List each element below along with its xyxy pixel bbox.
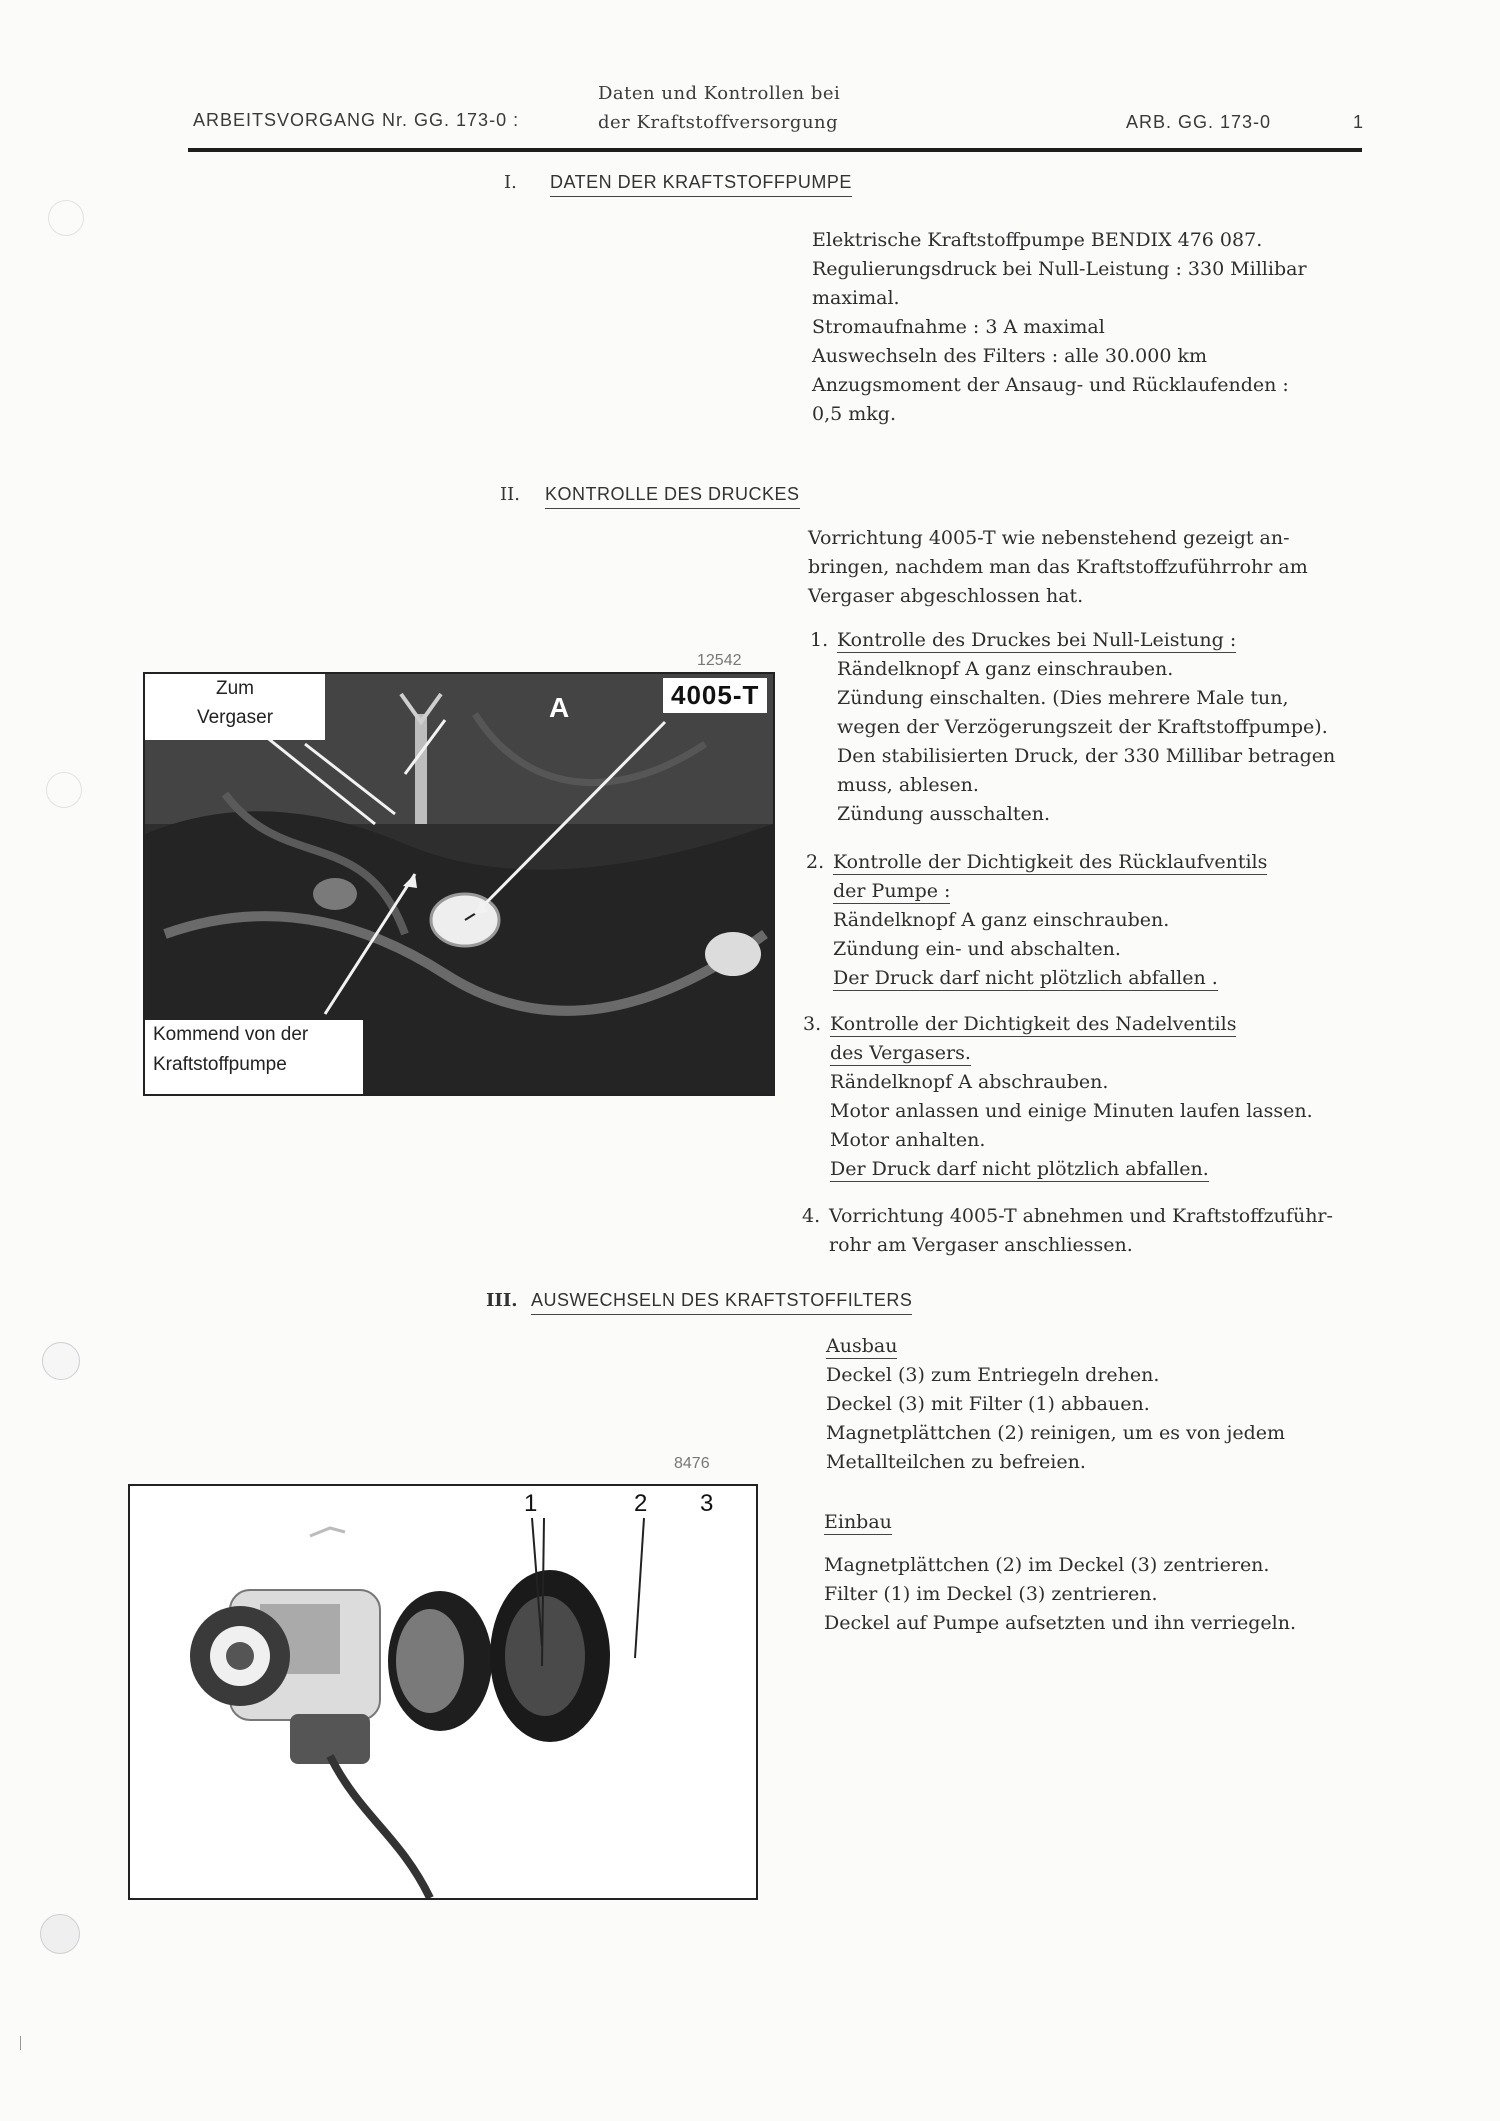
step-number: 2. <box>806 851 825 873</box>
text-line: Anzugsmoment der Ansaug- und Rücklaufenden : <box>812 374 1289 396</box>
text-line: Rändelknopf A ganz einschrauben. <box>837 658 1174 680</box>
text-line: Vorrichtung 4005-T wie nebenstehend gezeigt an- <box>808 527 1290 549</box>
header-title-line1: Daten und Kontrollen bei <box>598 83 841 104</box>
label-knob-a: A <box>549 692 570 723</box>
photo-2-reference: 8476 <box>674 1455 710 1472</box>
text-line: muss, ablesen. <box>837 774 979 796</box>
binder-hole <box>42 1342 80 1380</box>
text-line: Motor anlassen und einige Minuten laufen lassen. <box>830 1100 1313 1122</box>
text-line: Vorrichtung 4005-T abnehmen und Kraftstoffzuführ- <box>829 1205 1333 1227</box>
text-line: Filter (1) im Deckel (3) zentrieren. <box>824 1583 1158 1605</box>
text-line: Deckel (3) mit Filter (1) abbauen. <box>826 1393 1150 1415</box>
text-line: Magnetplättchen (2) reinigen, um es von jedem <box>826 1422 1286 1444</box>
label-line: Vergaser <box>196 707 274 728</box>
step-title: Kontrolle der Dichtigkeit des Rücklaufventils <box>833 851 1268 873</box>
section-3-title: AUSWECHSELN DES KRAFTSTOFFILTERS <box>531 1290 912 1315</box>
section-2-title: KONTROLLE DES DRUCKES <box>545 484 800 509</box>
ausbau-heading: Ausbau <box>826 1335 898 1357</box>
step-1 <box>810 626 1336 829</box>
ausbau-block <box>826 1332 1285 1477</box>
section-2-intro <box>808 524 1308 611</box>
text-line: Motor anhalten. <box>830 1129 986 1151</box>
einbau-block <box>824 1508 1296 1638</box>
binder-hole <box>48 200 84 236</box>
header-title-line2: der Kraftstoffversorgung <box>598 112 839 133</box>
photo-1-reference: 12542 <box>697 652 742 669</box>
text-line: wegen der Verzögerungszeit der Kraftstoffpumpe). <box>837 716 1328 738</box>
text-line: Zündung ausschalten. <box>837 803 1051 825</box>
step-4 <box>802 1202 1333 1260</box>
text-line: Stromaufnahme : 3 A maximal <box>812 316 1105 338</box>
section-3-number: III. <box>486 1290 518 1311</box>
step-title-cont: der Pumpe : <box>833 880 951 902</box>
callout-3: 3 <box>700 1490 714 1517</box>
header-rule <box>188 148 1362 152</box>
text-line: Rändelknopf A ganz einschrauben. <box>833 909 1170 931</box>
label-line: Kommend von der <box>153 1024 309 1045</box>
step-2 <box>806 848 1268 993</box>
photo-fuel-filter <box>128 1484 758 1900</box>
label-tool-4005t: 4005-T <box>663 678 767 713</box>
text-line: maximal. <box>812 287 900 309</box>
text-line: Den stabilisierten Druck, der 330 Millibar betragen <box>837 745 1336 767</box>
text-line: 0,5 mkg. <box>812 403 896 425</box>
text-line: Rändelknopf A abschrauben. <box>830 1071 1109 1093</box>
section-1-number: I. <box>504 172 517 193</box>
page-number: 1 <box>1353 112 1365 132</box>
step-warning: Der Druck darf nicht plötzlich abfallen . <box>833 967 1218 989</box>
section-1-text <box>812 226 1307 429</box>
step-title: Kontrolle des Druckes bei Null-Leistung : <box>837 629 1237 651</box>
label-line: Kraftstoffpumpe <box>153 1054 287 1075</box>
einbau-heading: Einbau <box>824 1511 892 1533</box>
text-line: Vergaser abgeschlossen hat. <box>808 585 1084 607</box>
label-to-carburetor <box>145 674 325 740</box>
step-number: 3. <box>803 1013 822 1035</box>
filter-parts-photo <box>130 1486 756 1898</box>
text-line: Magnetplättchen (2) im Deckel (3) zentrieren. <box>824 1554 1270 1576</box>
text-line: Zündung ein- und abschalten. <box>833 938 1121 960</box>
text-line: Zündung einschalten. (Dies mehrere Male tun, <box>837 687 1289 709</box>
text-line: Metallteilchen zu befreien. <box>826 1451 1086 1473</box>
callout-2: 2 <box>634 1490 648 1517</box>
step-3 <box>803 1010 1313 1184</box>
section-1-title: DATEN DER KRAFTSTOFFPUMPE <box>550 172 852 197</box>
margin-tick <box>20 2036 21 2050</box>
header-code: ARB. GG. 173-0 <box>1126 112 1272 132</box>
callout-1: 1 <box>524 1490 538 1517</box>
step-warning: Der Druck darf nicht plötzlich abfallen. <box>830 1158 1209 1180</box>
text-line: Elektrische Kraftstoffpumpe BENDIX 476 087. <box>812 229 1263 251</box>
step-number: 1. <box>810 629 829 651</box>
text-line: Regulierungsdruck bei Null-Leistung : 330 Millibar <box>812 258 1307 280</box>
step-title: Kontrolle der Dichtigkeit des Nadelventils <box>830 1013 1237 1035</box>
text-line: Deckel (3) zum Entriegeln drehen. <box>826 1364 1160 1386</box>
binder-hole <box>46 772 82 808</box>
section-2-number: II. <box>500 484 520 505</box>
label-line: Zum <box>216 678 254 699</box>
step-number: 4. <box>802 1205 821 1227</box>
header-operation-number: ARBEITSVORGANG Nr. GG. 173-0 : <box>193 110 520 130</box>
text-line: bringen, nachdem man das Kraftstoffzuführrohr am <box>808 556 1308 578</box>
text-line: Deckel auf Pumpe aufsetzten und ihn verriegeln. <box>824 1612 1296 1634</box>
binder-hole <box>40 1914 80 1954</box>
text-line: rohr am Vergaser anschliessen. <box>829 1234 1133 1256</box>
step-title-cont: des Vergasers. <box>830 1042 971 1064</box>
label-from-pump <box>145 1020 363 1094</box>
text-line: Auswechseln des Filters : alle 30.000 km <box>812 345 1207 367</box>
photo-pressure-gauge <box>143 672 775 1096</box>
